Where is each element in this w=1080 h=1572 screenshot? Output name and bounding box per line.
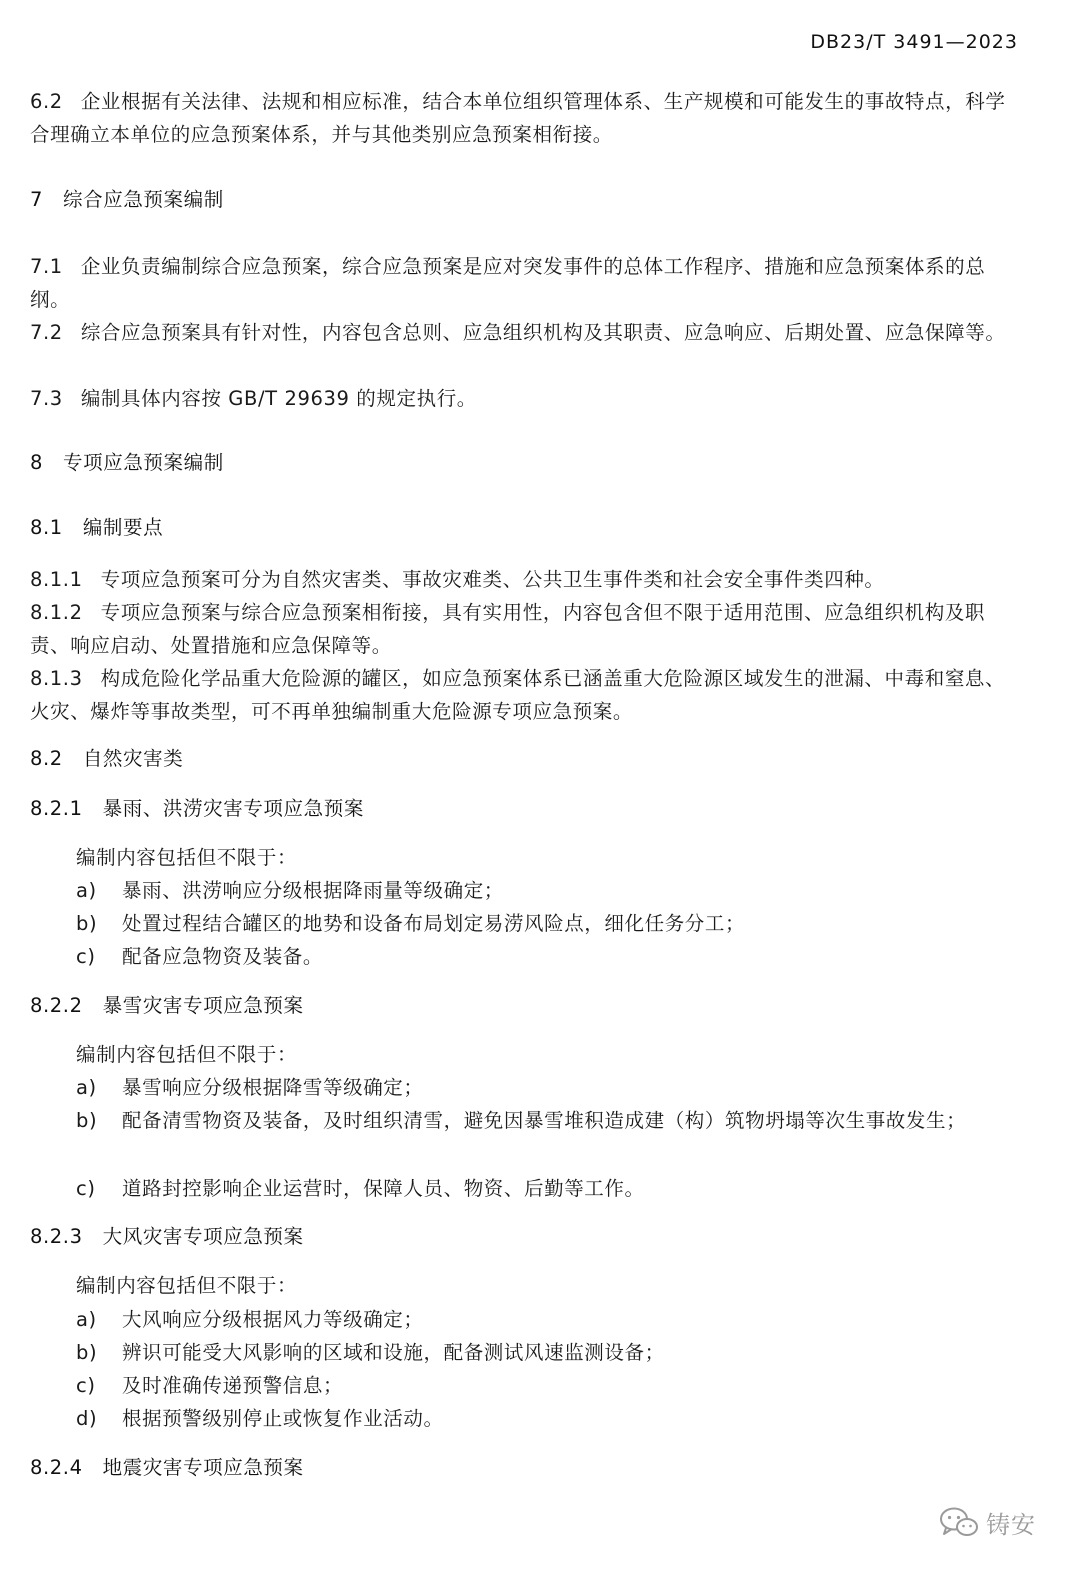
- section-title: 暴雨、洪涝灾害专项应急预案: [102, 797, 364, 820]
- list-marker: b): [76, 1109, 98, 1132]
- list-item: [76, 1303, 1020, 1336]
- list-item-text: 配备应急物资及装备。: [122, 945, 324, 968]
- clause-8-1-1: [30, 563, 1020, 596]
- section-number: 7: [30, 188, 44, 211]
- section-7-heading: [30, 185, 224, 215]
- header-standard-code: DB23/T 3491—2023: [810, 31, 1018, 53]
- list-item-text: 及时准确传递预警信息；: [122, 1374, 344, 1397]
- section-8-2-heading: [30, 744, 183, 774]
- section-number: 8.2.3: [30, 1225, 83, 1248]
- clause-number: 7.1: [30, 255, 63, 278]
- section-title: 暴雪灾害专项应急预案: [102, 994, 304, 1017]
- list-item: [76, 940, 1020, 973]
- list-intro: 编制内容包括但不限于：: [76, 846, 298, 869]
- section-number: 8.2.1: [30, 797, 83, 820]
- clause-text: 企业根据有关法律、法规和相应标准，结合本单位组织管理体系、生产规模和可能发生的事故特点，科学合理确立本单位的应急预案体系，并与其他类别应急预案相衔接。: [30, 90, 1006, 146]
- section-8-heading: [30, 448, 224, 478]
- clause-text: 专项应急预案与综合应急预案相衔接，具有实用性，内容包含但不限于适用范围、应急组织机构及职责、响应启动、处置措施和应急保障等。: [30, 601, 986, 657]
- list-intro: 编制内容包括但不限于：: [76, 1274, 298, 1297]
- list-item-text: 暴雨、洪涝响应分级根据降雨量等级确定；: [122, 879, 504, 902]
- section-number: 8.2: [30, 747, 63, 770]
- wechat-watermark: [938, 1502, 1058, 1542]
- clause-text: 综合应急预案具有针对性，内容包含总则、应急组织机构及其职责、应急响应、后期处置、应急保障等。: [80, 321, 1006, 344]
- list-item-text: 暴雪响应分级根据降雪等级确定；: [122, 1076, 424, 1099]
- section-title: 专项应急预案编制: [63, 451, 224, 474]
- list-marker: c): [76, 1177, 96, 1200]
- list-intro: 编制内容包括但不限于：: [76, 1043, 298, 1066]
- list-marker: b): [76, 912, 98, 935]
- clause-text: 专项应急预案可分为自然灾害类、事故灾难类、公共卫生事件类和社会安全事件类四种。: [100, 568, 885, 591]
- list-item: [76, 1402, 1020, 1435]
- list-marker: a): [76, 1076, 97, 1099]
- section-number: 8.2.4: [30, 1456, 83, 1479]
- watermark-text: 铸安: [986, 1510, 1036, 1539]
- section-8-1-heading: [30, 513, 163, 543]
- clause-number: 7.3: [30, 387, 63, 410]
- list-item-text: 根据预警级别停止或恢复作业活动。: [122, 1407, 444, 1430]
- list-item-text: 辨识可能受大风影响的区域和设施，配备测试风速监测设备；: [122, 1341, 665, 1364]
- section-8-2-3-heading: [30, 1222, 304, 1252]
- list-item-text: 道路封控影响企业运营时，保障人员、物资、后勤等工作。: [122, 1177, 645, 1200]
- list-item-text: 配备清雪物资及装备，及时组织清雪，避免因暴雪堆积造成建（构）筑物坍塌等次生事故发生；: [122, 1109, 967, 1132]
- list-marker: a): [76, 879, 97, 902]
- list-item: [76, 1104, 1020, 1137]
- clause-7-2: [30, 316, 1020, 349]
- list-item: [76, 1071, 1020, 1104]
- section-title: 地震灾害专项应急预案: [102, 1456, 304, 1479]
- list-marker: c): [76, 945, 96, 968]
- list-item-text: 处置过程结合罐区的地势和设备布局划定易涝风险点，细化任务分工；: [122, 912, 746, 935]
- section-number: 8.1: [30, 516, 63, 539]
- clause-8-1-3: [30, 662, 1020, 728]
- clause-text: 构成危险化学品重大危险源的罐区，如应急预案体系已涵盖重大危险源区域发生的泄漏、中毒和窒息、火灾、爆炸等事故类型，可不再单独编制重大危险源专项应急预案。: [30, 667, 1006, 723]
- section-title: 编制要点: [82, 516, 164, 539]
- clause-number: 8.1.3: [30, 667, 83, 690]
- clause-6-2: [30, 85, 1020, 151]
- section-title: 自然灾害类: [82, 747, 184, 770]
- clause-number: 7.2: [30, 321, 63, 344]
- section-number: 8.2.2: [30, 994, 83, 1017]
- section-title: 综合应急预案编制: [63, 188, 224, 211]
- clause-text: 编制具体内容按 GB/T 29639 的规定执行。: [80, 387, 477, 410]
- list-item: [76, 1172, 1020, 1205]
- clause-7-3: [30, 382, 1020, 415]
- wechat-icon: [938, 1505, 980, 1539]
- list-marker: c): [76, 1374, 96, 1397]
- section-number: 8: [30, 451, 44, 474]
- clause-number: 8.1.2: [30, 601, 83, 624]
- list-marker: d): [76, 1407, 98, 1430]
- clause-8-1-2: [30, 596, 1020, 662]
- section-8-2-1-heading: [30, 794, 364, 824]
- clause-7-1: [30, 250, 1020, 316]
- clause-text: 企业负责编制综合应急预案，综合应急预案是应对突发事件的总体工作程序、措施和应急预案体系的总纲。: [30, 255, 986, 311]
- list-item: [76, 1369, 1020, 1402]
- list-item: [76, 907, 1020, 940]
- list-item: [76, 1336, 1020, 1369]
- clause-number: 8.1.1: [30, 568, 83, 591]
- section-8-2-2-heading: [30, 991, 304, 1021]
- list-marker: b): [76, 1341, 98, 1364]
- section-8-2-4-heading: [30, 1453, 304, 1483]
- list-item: [76, 874, 1020, 907]
- list-marker: a): [76, 1308, 97, 1331]
- section-title: 大风灾害专项应急预案: [102, 1225, 304, 1248]
- clause-number: 6.2: [30, 90, 63, 113]
- list-item-text: 大风响应分级根据风力等级确定；: [122, 1308, 424, 1331]
